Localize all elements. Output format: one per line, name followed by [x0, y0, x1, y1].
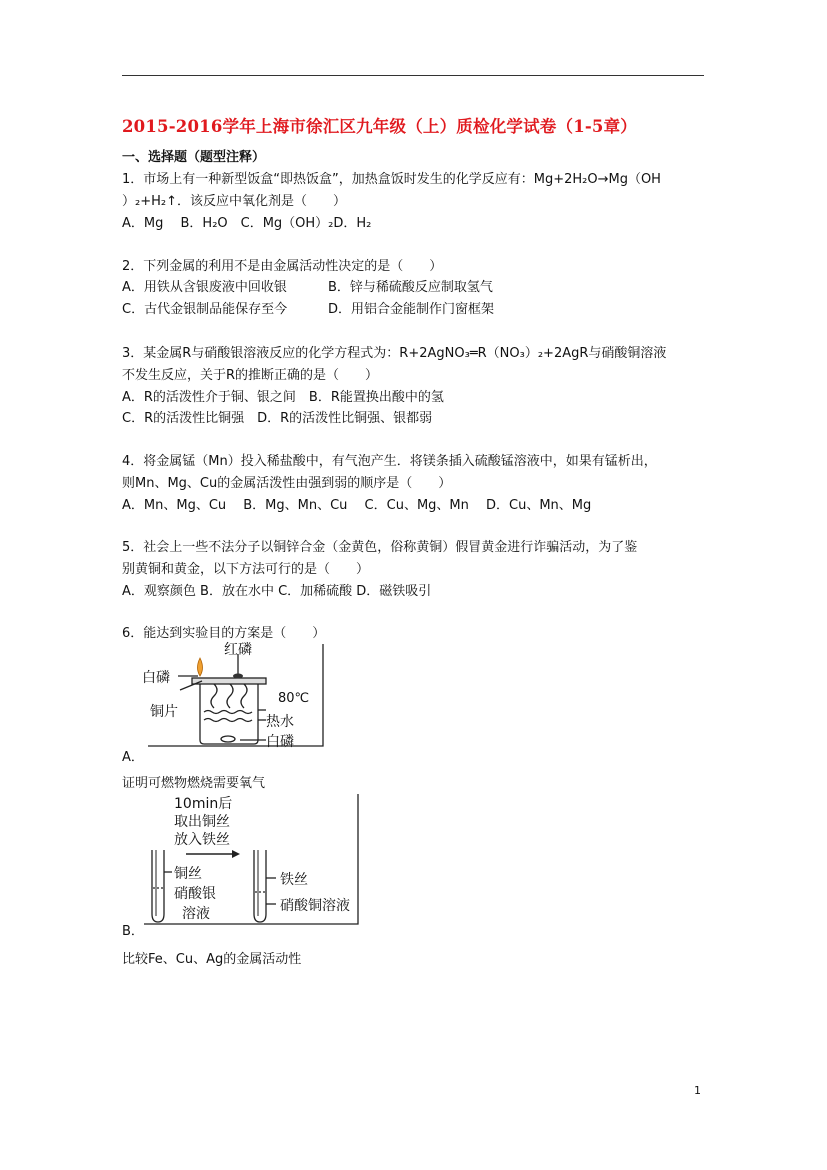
label-copper-nitrate-solution: 硝酸铜溶液: [280, 898, 350, 914]
label-silver-nitrate: 硝酸银: [174, 886, 216, 902]
q6-option-a-letter: A．: [122, 750, 144, 765]
q6-caption-b: 比较Fe、Cu、Ag的金属活动性: [122, 952, 302, 967]
q2-option-d: D．用铝合金能制作门窗框架: [328, 302, 495, 317]
q3-options-ab: A．R的活泼性介于铜、银之间 B．R能置换出酸中的氢: [122, 390, 444, 405]
q3-line1: 3．某金属R与硝酸银溶液反应的化学方程式为：R+2AgNO₃═R（NO₃）₂+2AgR与硝酸铜溶液: [122, 346, 667, 361]
label-hot-water: 热水: [266, 714, 294, 730]
q5-line1: 5．社会上一些不法分子以铜锌合金（金黄色，俗称黄铜）假冒黄金进行诈骗活动，为了鉴: [122, 540, 638, 555]
q3-line2: 不发生反应，关于R的推断正确的是（ ）: [122, 368, 379, 383]
q2-option-a: A．用铁从含银废液中回收银: [122, 280, 287, 295]
q2-stem: 2．下列金属的利用不是由金属活动性决定的是（ ）: [122, 259, 443, 274]
header-rule: [122, 75, 704, 76]
q3-options-cd: C．R的活泼性比铜强 D．R的活泼性比铜强、银都弱: [122, 411, 433, 426]
label-red-phosphorus: 红磷: [224, 642, 252, 658]
q4-line2: 则Mn、Mg、Cu的金属活泼性由强到弱的顺序是（ ）: [122, 476, 452, 491]
q5-line2: 别黄铜和黄金，以下方法可行的是（ ）: [122, 562, 370, 577]
q1-line1: 1．市场上有一种新型饭盒“即热饭盒”，加热盒饭时发生的化学反应有：Mg+2H₂O→Mg（OH: [122, 172, 661, 187]
q5-options: A．观察颜色 B．放在水中 C．加稀硫酸 D．磁铁吸引: [122, 584, 432, 599]
q2-option-b: B．锌与稀硫酸反应制取氢气: [328, 280, 493, 295]
label-temperature: 80℃: [278, 691, 310, 706]
q4-line1: 4．将金属锰（Mn）投入稀盐酸中，有气泡产生．将镁条插入硫酸锰溶液中，如果有锰析出，: [122, 454, 657, 469]
step-label-3: 放入铁丝: [174, 832, 230, 848]
q6-option-b-letter: B．: [122, 924, 144, 939]
step-label-2: 取出铜丝: [174, 814, 230, 830]
section-heading: 一、选择题（题型注释）: [122, 150, 266, 165]
page-title: 2015-2016学年上海市徐汇区九年级（上）质检化学试卷（1-5章）: [122, 117, 638, 136]
q6-stem: 6．能达到实验目的方案是（ ）: [122, 626, 326, 641]
page-number: 1: [694, 1084, 701, 1097]
q2-option-c: C．古代金银制品能保存至今: [122, 302, 288, 317]
label-iron-wire: 铁丝: [280, 872, 308, 888]
q4-options: A．Mn、Mg、Cu B．Mg、Mn、Cu C．Cu、Mg、Mn D．Cu、Mn、Mg: [122, 498, 592, 513]
label-white-phosphorus-bottom: 白磷: [266, 734, 294, 750]
label-white-phosphorus-top: 白磷: [142, 670, 170, 686]
q1-options: A．Mg B．H₂O C．Mg（OH）₂D．H₂: [122, 216, 372, 231]
label-copper-sheet: 铜片: [150, 704, 178, 720]
label-solution: 溶液: [182, 906, 210, 922]
combustion-experiment-figure: [140, 640, 330, 752]
metal-activity-experiment-figure: [140, 792, 365, 928]
step-label-1: 10min后: [174, 796, 233, 812]
label-copper-wire: 铜丝: [174, 866, 202, 882]
q1-line2: ）₂+H₂↑．该反应中氧化剂是（ ）: [122, 194, 346, 209]
q6-caption-a: 证明可燃物燃烧需要氧气: [122, 776, 266, 791]
